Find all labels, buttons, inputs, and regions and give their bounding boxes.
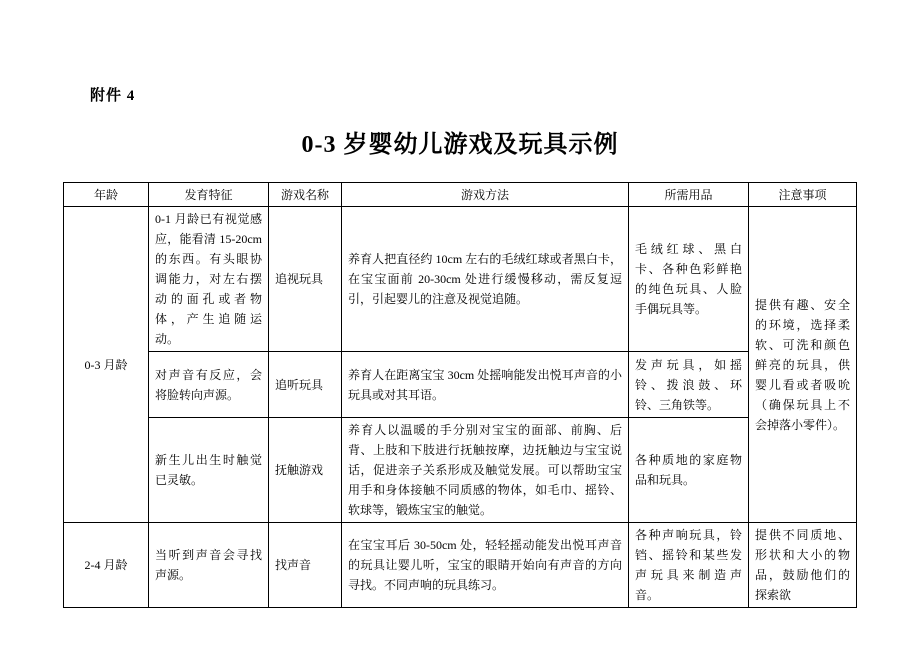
method-cell: 在宝宝耳后 30-50cm 处，轻轻摇动能发出悦耳声音的玩具让婴儿听，宝宝的眼睛开始向有声音的方向寻找。不同声响的玩具练习。 <box>342 523 629 608</box>
feature-cell: 对声音有反应，会将脸转向声源。 <box>149 352 269 418</box>
method-cell: 养育人以温暖的手分别对宝宝的面部、前胸、后背、上肢和下肢进行抚触按摩，边抚触边与宝宝说话，促进亲子关系形成及触觉发展。可以帮助宝宝用手和身体接触不同质感的物体，如毛巾、摇铃、软球等，锻炼宝宝的触觉。 <box>342 418 629 523</box>
feature-cell: 0-1 月龄已有视觉感应，能看清 15-20cm 的东西。有头眼协调能力，对左右摆动的面孔或者物体，产生追随运动。 <box>149 207 269 352</box>
notes-cell: 提供有趣、安全的环境，选择柔软、可洗和颜色鲜亮的玩具，供婴儿看或者吸吮（确保玩具上不会掉落小零件）。 <box>749 207 857 523</box>
method-cell: 养育人在距离宝宝 30cm 处摇响能发出悦耳声音的小玩具或对其耳语。 <box>342 352 629 418</box>
feature-cell: 当听到声音会寻找声源。 <box>149 523 269 608</box>
games-toys-table <box>63 182 857 608</box>
feature-cell: 新生儿出生时触觉已灵敏。 <box>149 418 269 523</box>
table-row <box>64 207 857 352</box>
column-header-method: 游戏方法 <box>342 183 629 207</box>
supplies-cell: 发声玩具，如摇铃、拨浪鼓、环铃、三角铁等。 <box>629 352 749 418</box>
column-header-feature: 发育特征 <box>149 183 269 207</box>
column-header-game: 游戏名称 <box>269 183 342 207</box>
table-header-row <box>64 183 857 207</box>
column-header-notes: 注意事项 <box>749 183 857 207</box>
table-row <box>64 523 857 608</box>
table-row <box>64 418 857 523</box>
column-header-supplies: 所需用品 <box>629 183 749 207</box>
game-name-cell: 追视玩具 <box>269 207 342 352</box>
game-name-cell: 抚触游戏 <box>269 418 342 523</box>
table-row <box>64 352 857 418</box>
supplies-cell: 各种声响玩具，铃铛、摇铃和某些发声玩具来制造声音。 <box>629 523 749 608</box>
game-name-cell: 找声音 <box>269 523 342 608</box>
method-cell: 养育人把直径约 10cm 左右的毛绒红球或者黑白卡，在宝宝面前 20-30cm 处进行缓慢移动，需反复逗引，引起婴儿的注意及视觉追随。 <box>342 207 629 352</box>
supplies-cell: 毛绒红球、黑白卡、各种色彩鲜艳的纯色玩具、人脸手偶玩具等。 <box>629 207 749 352</box>
age-cell: 0-3 月龄 <box>64 207 149 523</box>
attachment-label: 附件 4 <box>90 88 136 104</box>
column-header-age: 年龄 <box>64 183 149 207</box>
notes-cell: 提供不同质地、形状和大小的物品，鼓励他们的探索欲 <box>749 523 857 608</box>
game-name-cell: 追听玩具 <box>269 352 342 418</box>
age-cell: 2-4 月龄 <box>64 523 149 608</box>
supplies-cell: 各种质地的家庭物品和玩具。 <box>629 418 749 523</box>
page-title: 0-3 岁婴幼儿游戏及玩具示例 <box>301 132 619 158</box>
